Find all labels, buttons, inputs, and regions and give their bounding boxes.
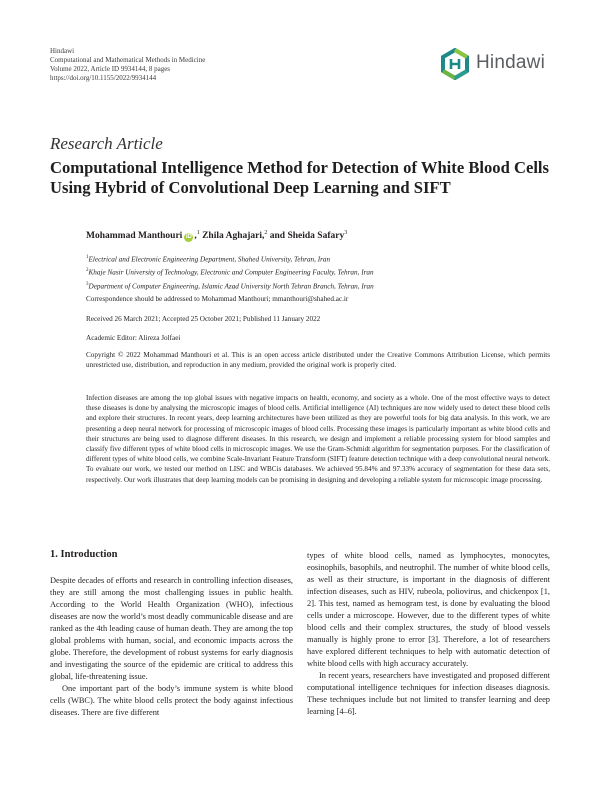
author-affil-sup: 1 <box>196 230 200 236</box>
paragraph: Despite decades of efforts and research in controlling infection diseases, they are still among the most challenging issues in public health. According to the World Health Organization (WHO), infectious diseases are now the world’s most deadly communicable disease and are ranked as the 4th leading cause of human death. They are among the top global problems with human, social, and economic impacts across the globe. Therefore, the development of robust systems for early diagnosis and investigating the source of the epidemic are critical to address this global, life-threatening issue. <box>50 576 293 681</box>
affiliation-item <box>86 265 374 278</box>
hindawi-logo[interactable] <box>438 48 550 80</box>
author-separator: , <box>194 231 197 242</box>
author-name[interactable]: Mohammad Manthouri <box>86 231 183 242</box>
orcid-icon[interactable]: iD <box>185 234 192 241</box>
author-name[interactable]: Sheida Safary <box>287 231 345 242</box>
copyright-notice: Copyright © 2022 Mohammad Manthouri et al. This is an open access article distributed under the Creative Commons Attribution License, which permits unrestricted use, distribution, and reproduction in any medium, provided the original work is properly cited. <box>86 351 550 370</box>
author-list <box>86 230 347 242</box>
section-heading: 1. Introduction <box>50 549 118 560</box>
journal-meta <box>50 47 205 83</box>
author-affil-sup: 2 <box>264 230 268 236</box>
abstract: Infection diseases are among the top global issues with negative impacts on health, economy, and society as a whole. One of the most effective ways to detect these diseases is done by analysing the microscopic images of blood cells. Artificial intelligence (AI) techniques are now widely used to detect these blood cells and explore their structures. In recent years, deep learning architectures have been utilized as they are powerful tools for big data analysis. In this work, we are presenting a deep neural network for processing of microscopic images of blood cells. Processing these images is particularly important as white blood cells and their structures are being used to diagnose different diseases. In this research, we design and implement a reliable processing system for blood samples and classify five different types of white blood cells in microscopic images. We use the Gram-Schmidt algorithm for segmentation purposes. For the classification of different types of white blood cells, we combine Scale-Invariant Feature Transform (SIFT) feature detection technique with a deep convolutional neural network. To evaluate our work, we tested our method on LISC and WBCis databases. We achieved 95.84% and 97.33% accuracy of segmentation for these data sets, respectively. Our work illustrates that deep learning models can be promising in designing and developing a reliable system for microscopic image processing. <box>86 394 550 484</box>
article-type: Research Article <box>50 134 163 153</box>
journal-name: Computational and Mathematical Methods in Medicine <box>50 56 206 64</box>
affiliation-sup: 3 <box>86 281 89 287</box>
author-separator: , <box>262 231 265 242</box>
affiliation-text: Electrical and Electronic Engineering Department, Shahed University, Tehran, Iran <box>88 255 331 264</box>
affiliation-item <box>86 279 374 292</box>
paragraph: One important part of the body’s immune system is white blood cells (WBC). The white blood cells protect the body against infectious diseases. There are five different <box>50 684 293 717</box>
body-column-left <box>50 575 293 719</box>
affiliation-text: Khaje Nasir University of Technology, Electronic and Computer Engineering Faculty, Tehran, Iran <box>88 268 374 277</box>
affiliation-item <box>86 252 374 265</box>
author-name[interactable]: Zhila Aghajari <box>202 231 262 242</box>
dates-line: Received 26 March 2021; Accepted 25 October 2021; Published 11 January 2022 <box>86 315 321 323</box>
affiliation-list <box>86 252 374 292</box>
paragraph: types of white blood cells, named as lymphocytes, monocytes, eosinophils, basophils, and neutrophil. The number of white blood cells, as well as their structure, is important in the diagnosis of different infection diseases, such as HIV, rubeola, poliovirus, and chickenpox [1, 2]. This test, named as hemogram test, is done by evaluating the blood cells under a microscope. However, due to the different types of white blood cells and their complex structures, the study of blood vessels manually is highly prone to error [3]. Therefore, a lot of researchers have explored different techniques to help with automatic detection of white blood cells with high accuracy accurately. <box>307 551 550 668</box>
hindawi-logo-icon <box>438 48 472 80</box>
logo-wordmark: Hindawi <box>476 52 545 73</box>
article-title: Computational Intelligence Method for Detection of White Blood Cells Using Hybrid of Convolutional Deep Learning and SIFT <box>50 158 550 197</box>
affiliation-sup: 1 <box>86 255 89 260</box>
body-column-right <box>307 550 550 718</box>
author-affil-sup: 3 <box>344 230 348 236</box>
publisher-name: Hindawi <box>50 47 75 55</box>
affiliation-sup: 2 <box>86 268 89 274</box>
paragraph: In recent years, researchers have investigated and proposed different computational intelligence techniques for infection diseases diagnosis. These techniques include but not limited to transfer learning and deep learning [4–6]. <box>307 671 550 716</box>
correspondence-line: Correspondence should be addressed to Mohammad Manthouri; mmanthouri@shahed.ac.ir <box>86 295 349 303</box>
author-conjunction: and <box>269 231 286 242</box>
academic-editor: Academic Editor: Alireza Jolfaei <box>86 334 181 342</box>
doi-link[interactable]: https://doi.org/10.1155/2022/9934144 <box>50 74 157 82</box>
volume-info: Volume 2022, Article ID 9934144, 8 pages <box>50 65 171 73</box>
affiliation-text: Department of Computer Engineering, Islamic Azad University North Tehran Branch, Tehran, Iran <box>88 282 374 291</box>
